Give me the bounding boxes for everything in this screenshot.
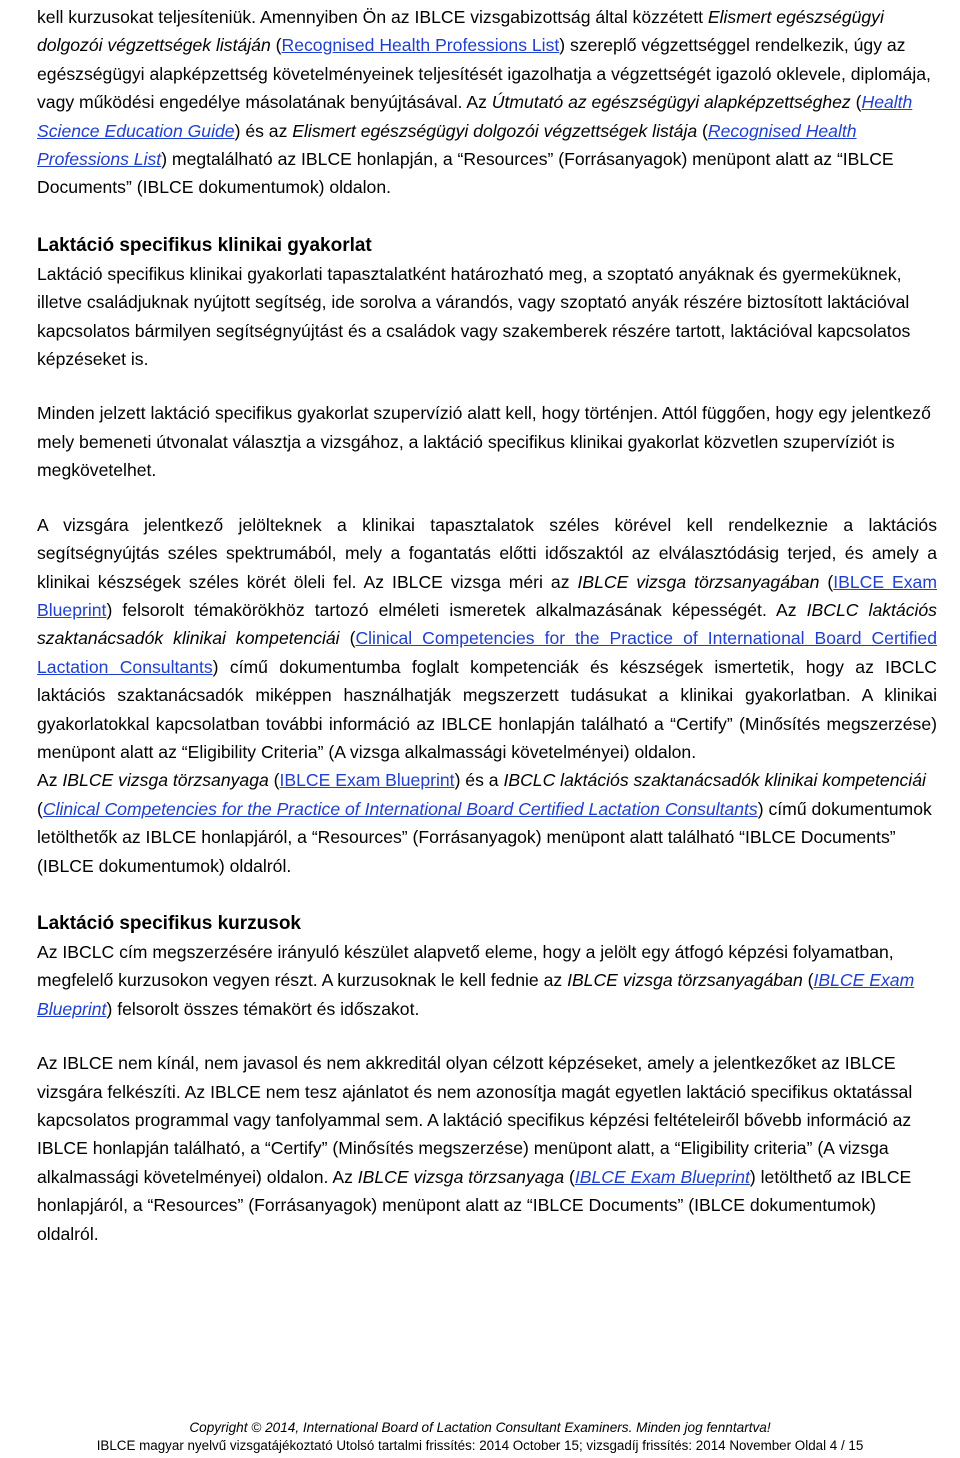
spacer	[37, 202, 937, 232]
clinical-practice-paragraph-4: Az IBLCE vizsga törzsanyaga (IBLCE Exam Blueprint) és a IBCLC laktációs szaktanácsadók klinikai kompetenciái (Clinical Competencies for the Practice of International Board Certified Lactation Consultants) című dokumentumok letölthetők az IBLCE honlapjáról, a “Resources” (Forrásanyagok) menüpont alatt található “IBLCE Documents” (IBLCE dokumentumok) oldalról.	[37, 770, 932, 876]
exam-blueprint-link-4[interactable]: IBLCE Exam Blueprint	[574, 1166, 750, 1187]
exam-blueprint-link-2[interactable]: IBLCE Exam Blueprint	[279, 770, 455, 791]
exam-blueprint-link[interactable]: IBLCE Exam Blueprint	[37, 571, 937, 620]
section-heading-courses: Laktáció specifikus kurzusok	[37, 912, 301, 934]
courses-paragraph-2: Az IBLCE nem kínál, nem javasol és nem akkreditál olyan célzott képzéseket, amely a jelentkezőket az IBLCE vizsgára felkészíti. Az IBLCE nem tesz ajánlatot és nem azonosítja magát egyetlen laktáció specifikus oktatással kapcsolatos programmal vagy tanfolyammal sem. A laktáció specifikus képzési feltételeiről bővebb információ az IBLCE honlapján található, a “Certify” (Minősítés megszerzése) menüpont alatt, a “Eligibility criteria” (A vizsga alkalmassági követelményei) oldalon. Az IBLCE vizsga törzsanyaga (IBLCE Exam Blueprint) letölthető az IBLCE honlapjáról, a “Resources” (Forrásanyagok) menüpont alatt az “IBLCE Documents” (IBLCE dokumentumok) oldalról.	[37, 1053, 913, 1244]
document-body	[37, 0, 937, 1248]
recognised-health-professions-link-2[interactable]: Recognised Health Professions List	[37, 120, 857, 170]
recognised-health-professions-link[interactable]: Recognised Health Professions List	[281, 35, 560, 56]
spacer	[37, 1023, 937, 1049]
clinical-practice-paragraph-1: Laktáció specifikus klinikai gyakorlati tapasztalatként határozható meg, a szoptató anyáknak és gyermeküknek, illetve családjuknak nyújtott segítség, ide sorolva a várandós, vagy szoptató anyák részére biztosított laktációval kapcsolatos bármilyen segítségnyújtást és a családok vagy szakemberek részére tartott, laktációval kapcsolatos képzéseket is.	[37, 263, 911, 370]
clinical-competencies-link-2[interactable]: Clinical Competencies for the Practice of International Board Certified Lactation Consultants	[42, 798, 758, 819]
exam-blueprint-link-3[interactable]: IBLCE Exam Blueprint	[37, 970, 915, 1019]
intro-paragraph: kell kurzusokat teljesíteniük. Amennyiben Ön az IBLCE vizsgabizottság által közzétett Elismert egészségügyi dolgozói végzettségek listáján (Recognised Health Professions List) szereplő végzettséggel rendelkezik, úgy az egészségügyi alapképzettség követelményeinek teljesítését igazolhatja a végzettségét igazoló oklevele, diplomája, vagy működési engedélye másolatának benyújtásával. Az Útmutató az egészségügyi alapképzettséghez (Health Science Education Guide) és az Elismert egészségügyi dolgozói végzettségek listája (Recognised Health Professions List) megtalálható az IBLCE honlapján, a “Resources” (Forrásanyagok) menüpont alatt az “IBLCE Documents” (IBLCE dokumentumok) oldalon.	[37, 7, 931, 198]
footer-copyright: Copyright © 2014, International Board of Lactation Consultant Examiners. Minden jog fenntartva!	[189, 1420, 771, 1435]
spacer	[37, 485, 937, 511]
health-science-education-guide-link[interactable]: Health Science Education Guide	[37, 92, 913, 141]
spacer	[37, 880, 937, 910]
section-heading-clinical-practice: Laktáció specifikus klinikai gyakorlat	[37, 234, 372, 256]
clinical-practice-paragraph-3: A vizsgára jelentkező jelölteknek a klinikai tapasztalatok széles körével kell rendelkeznie a laktációs segítségnyújtás széles spektrumából, mely a fogantatás előtti időszaktól az elválasztódásig terjed, és amely a klinikai készségek széles körét öleli fel. Az IBLCE vizsga méri az IBLCE vizsga törzsanyagában (IBLCE Exam Blueprint) felsorolt témakörökhöz tartozó elméleti ismeretek alkalmazásának képességét. Az IBCLC laktációs szaktanácsadók klinikai kompetenciái (Clinical Competencies for the Practice of International Board Certified Lactation Consultants) című dokumentumba foglalt kompetenciák és készségek ismertetik, hogy az IBCLC laktációs szaktanácsadók miképpen használhatják megszerzett tudásukat a klinikai gyakorlatban. A klinikai gyakorlatokkal kapcsolatban további információ az IBLCE honlapján található a “Certify” (Minősítés megszerzése) menüpont alatt az “Eligibility Criteria” (A vizsga alkalmassági követelményei) oldalon.	[37, 514, 938, 762]
clinical-practice-paragraph-2: Minden jelzett laktáció specifikus gyakorlat szupervízió alatt kell, hogy történjen. Attól függően, hogy egy jelentkező mely bemeneti útvonalat választja a vizsgához, a laktáció specifikus klinikai gyakorlat közvetlen szupervíziót is megkövetelhet.	[37, 403, 931, 481]
spacer	[37, 373, 937, 399]
clinical-competencies-link[interactable]: Clinical Competencies for the Practice of International Board Certified Lactation Consultants	[37, 628, 937, 677]
footer-page-info: IBLCE magyar nyelvű vizsgatájékoztató Utolsó tartalmi frissítés: 2014 October 15; vizsgadíj frissítés: 2014 November Oldal 4 / 15	[96, 1438, 864, 1453]
courses-paragraph-1: Az IBCLC cím megszerzésére irányuló készület alapvető eleme, hogy a jelölt egy átfogó képzési folyamatban, megfelelő kurzusokon vegyen részt. A kurzusoknak le kell fednie az IBLCE vizsga törzsanyagában (IBLCE Exam Blueprint) felsorolt összes témakört és időszakot.	[37, 941, 915, 1019]
